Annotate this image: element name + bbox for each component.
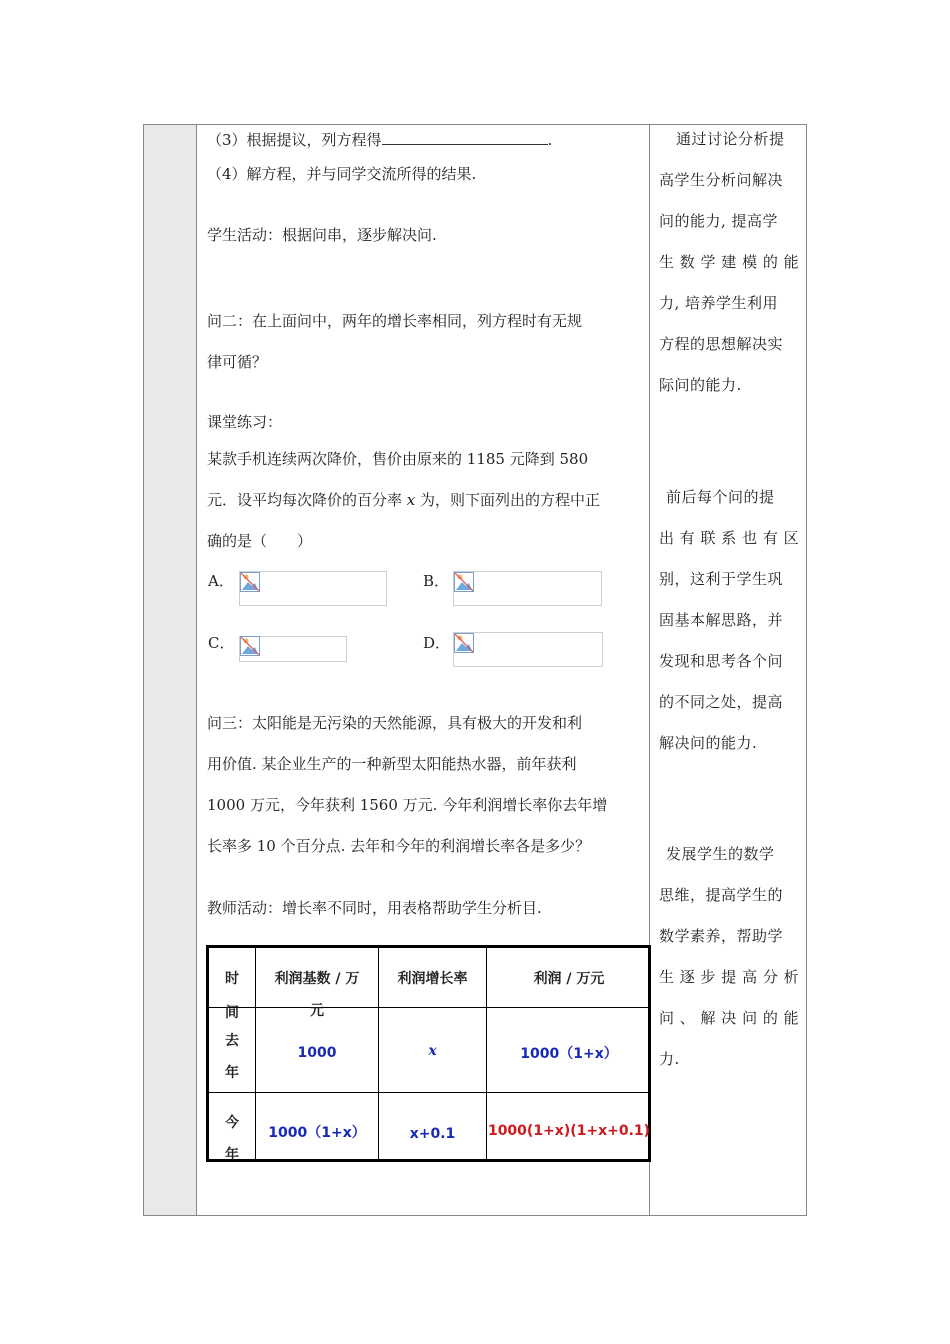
teacher-activity: 教师活动：增长率不同时，用表格帮助学生分析目. [207,899,542,917]
option-b-image [453,571,602,606]
note-3-line: 问 、 解 决 问 的 能 [659,1009,800,1027]
broken-image-icon [240,636,260,656]
note-2-line: 发现和思考各个问 [659,652,784,670]
student-activity: 学生活动：根据问串，逐步解决问. [207,226,437,244]
row-this-label-2: 年 [225,1147,239,1163]
gray-column [144,125,197,1215]
note-1-line: 力, 培养学生利用 [659,294,779,312]
question-3-line-4: 长率多 10 个百分点. 去年和今年的利润增长率各是多少？ [207,837,591,855]
practice-line-3: 确的是（ ） [207,532,313,550]
note-2-line: 的不同之处，提高 [659,693,784,711]
note-3-line: 生 逐 步 提 高 分 析 [659,968,800,986]
broken-image-icon [240,572,260,592]
note-1-line: 方程的思想解决实 [659,335,784,353]
practice-title: 课堂练习： [207,413,283,431]
note-3-line: 发展学生的数学 [666,845,775,863]
question-3-line-2: 用价值. 某企业生产的一种新型太阳能热水器，前年获利 [207,755,577,773]
question-2-line-2: 律可循？ [207,353,268,371]
header-profit: 利润 / 万元 [533,971,605,987]
header-base: 利润基数 / 万 [274,971,360,987]
row-last-rate: x [428,1043,437,1059]
option-c-label: C． [208,634,235,652]
step-3: （3）根据提议，列方程得 . [207,128,552,151]
question-3-line-3: 1000 万元，今年获利 1560 万元. 今年利润增长率你去年增 [207,796,608,814]
row-this-label-1: 今 [225,1115,239,1131]
note-2-line: 前后每个问的提 [666,488,775,506]
note-2-line: 出 有 联 系 也 有 区 [659,529,800,547]
header-rate: 利润增长率 [397,971,468,987]
note-3-line: 力. [659,1050,680,1068]
row-last-base: 1000 [297,1045,337,1061]
practice-line-1: 某款手机连续两次降价，售价由原来的 1185 元降到 580 [207,450,589,468]
row-this-profit: 1000(1+x)(1+x+0.1) [487,1123,651,1139]
practice-line-2: 元．设平均每次降价的百分率 x 为，则下面列出的方程中正 [207,491,601,509]
broken-image-icon [454,633,474,653]
note-1-line: 通过讨论分析提 [676,130,785,148]
note-2-line: 固基本解思路，并 [659,611,784,629]
option-d-image [453,632,603,667]
header-time-1: 时 [225,971,239,987]
growth-table [206,945,651,1162]
row-this-rate: x+0.1 [409,1126,456,1142]
option-b-label: B． [423,572,450,590]
option-a-image [239,571,387,606]
note-2-line: 别，这利于学生巩 [659,570,784,588]
row-last-label-1: 去 [225,1033,239,1049]
step-4: （4）解方程，并与同学交流所得的结果. [207,165,477,183]
question-3-line-1: 问三：太阳能是无污染的天然能源，具有极大的开发和利 [207,714,583,732]
row-last-profit: 1000（1+x） [520,1046,618,1062]
answer-blank [382,128,548,145]
header-base-2: 元 [310,1003,324,1019]
note-1-line: 问的能力, 提高学 [659,212,779,230]
option-d-label: D． [423,634,451,652]
question-2-line-1: 问二：在上面问中，两年的增长率相同，列方程时有无规 [207,312,583,330]
row-last-label-2: 年 [225,1065,239,1081]
note-2-line: 解决问的能力. [659,734,758,752]
note-1-line: 高学生分析问解决 [659,171,784,189]
header-time-2: 间 [225,1005,239,1021]
broken-image-icon [454,572,474,592]
row-this-base: 1000（1+x） [268,1125,366,1141]
note-3-line: 数学素养，帮助学 [659,927,784,945]
option-a-label: A． [208,572,234,590]
note-3-line: 思维，提高学生的 [659,886,784,904]
note-1-line: 生 数 学 建 模 的 能 [659,253,800,271]
note-1-line: 际问的能力. [659,376,742,394]
